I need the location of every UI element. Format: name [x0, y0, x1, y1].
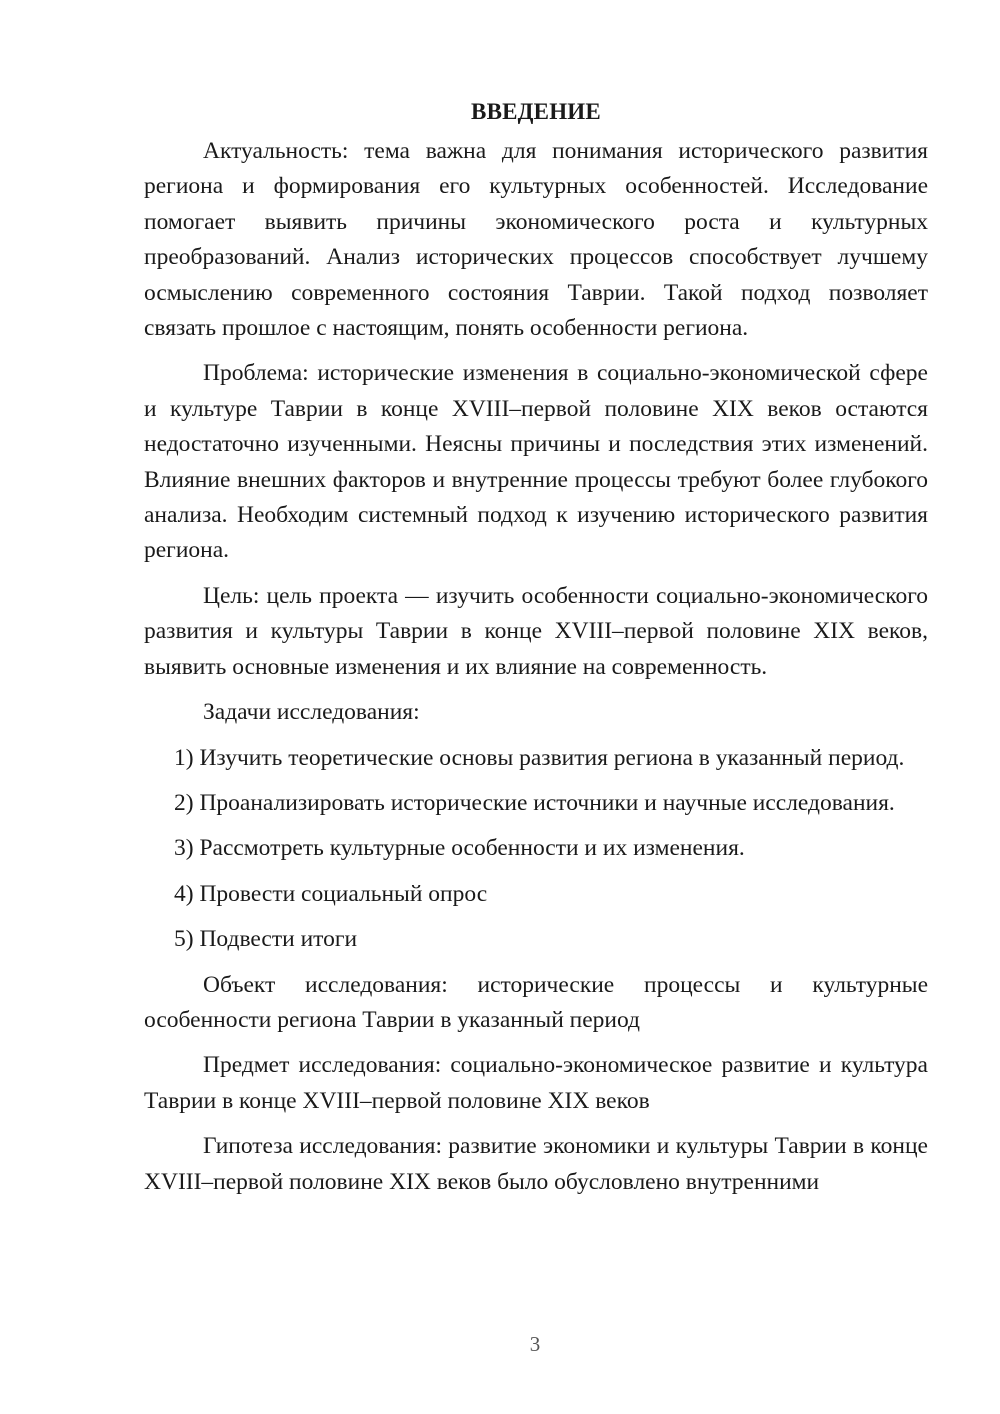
task-item-4: 4) Провести социальный опрос [174, 880, 488, 907]
task-item-3: 3) Рассмотреть культурные особенности и их изменения. [174, 835, 745, 862]
relevance-paragraph: Актуальность: тема важна для понимания исторического развития региона и формирования его культурных особенностей. Исследование помогает выявить причины экономического роста и культурных преобразований. Анализ исторических процессов способствует лучшему осмыслению современного состояния Таврии. Такой подход позволяет связать прошлое с настоящим, понять особенности региона. [144, 138, 928, 342]
subject-paragraph: Предмет исследования: социально-экономическое развитие и культура Таврии в конце XVIII–первой половине XIX веков [144, 1052, 928, 1114]
task-item-1: 1) Изучить теоретические основы развития региона в указанный период. [174, 744, 905, 771]
page-number: 3 [529, 1332, 541, 1356]
task-item-2: 2) Проанализировать исторические источники и научные исследования. [174, 789, 895, 816]
page-content [144, 94, 928, 1210]
hypothesis-paragraph: Гипотеза исследования: развитие экономики и культуры Таврии в конце XVIII–первой половине XIX веков было обусловлено внутренними [144, 1133, 928, 1195]
goal-paragraph: Цель: цель проекта — изучить особенности социально-экономического развития и культуры Таврии в конце XVIII–первой половине XIX веков, выявить основные изменения и их влияние на современность. [144, 582, 928, 680]
section-title: ВВЕДЕНИЕ [471, 99, 601, 124]
object-paragraph: Объект исследования: исторические процессы и культурные особенности региона Таврии в указанный период [144, 971, 928, 1033]
tasks-heading: Задачи исследования: [203, 699, 420, 726]
problem-paragraph: Проблема: исторические изменения в социально-экономической сфере и культуре Таврии в конце XVIII–первой половине XIX веков остаются недостаточно изученными. Неясны причины и последствия этих изменений. Влияние внешних факторов и внутренние процессы требуют более глубокого анализа. Необходим системный подход к изучению исторического развития региона. [144, 360, 928, 564]
task-item-5: 5) Подвести итоги [174, 926, 358, 953]
